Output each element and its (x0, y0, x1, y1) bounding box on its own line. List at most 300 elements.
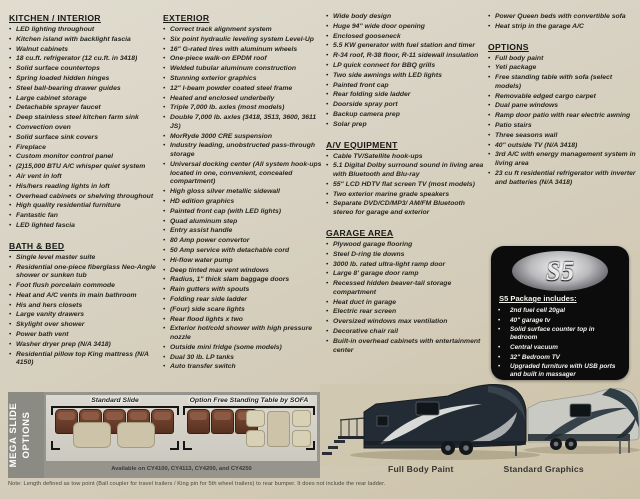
list-item (163, 75, 325, 84)
list-item (163, 354, 325, 363)
list-item (326, 42, 486, 51)
list-item-text: Ramp door patio with rear electric awning (495, 112, 631, 120)
bullet-icon: • (326, 61, 329, 69)
wall-corner-icon (313, 408, 315, 415)
list-item-text: 3000 lb. rated ultra-light ramp door (333, 260, 446, 268)
section-title-exterior: EXTERIOR (163, 13, 210, 23)
bullet-icon: • (488, 151, 491, 159)
bullet-icon: • (498, 343, 501, 351)
bullet-icon: • (9, 172, 12, 180)
bullet-icon: • (163, 84, 166, 92)
list-item-text: Industry leading, unobstructed pass-through storage (170, 142, 316, 159)
list-item-text: Solid surface counter top in bedroom (510, 326, 595, 342)
bullet-icon: • (326, 308, 329, 316)
list-item (9, 65, 159, 74)
list-item (498, 317, 622, 325)
caption-full-body-paint: Full Body Paint (388, 464, 454, 474)
list-item (163, 218, 325, 227)
list-item (9, 163, 159, 172)
list-item-text: Large cabinet storage (16, 94, 87, 102)
mega-slide-label-strip (8, 392, 44, 478)
list-item (163, 46, 325, 55)
list-item (326, 101, 486, 110)
list-item-text: Stunning exterior graphics (170, 74, 257, 82)
list-item-text: Power Queen beds with convertible sofa (495, 13, 626, 20)
list-item (488, 102, 637, 111)
bullet-icon: • (488, 131, 491, 139)
list-item-text: Two exterior marine grade speakers (333, 190, 450, 198)
column-options (488, 13, 637, 188)
list-item (9, 341, 159, 350)
bullet-icon: • (9, 202, 12, 210)
list-item-text: (2)15,000 BTU A/C whisper quiet system (16, 163, 146, 171)
list-item (488, 64, 637, 73)
bullet-icon: • (326, 270, 329, 278)
list-item-text: LED lighting throughout (16, 26, 95, 33)
column-kitchen-bath (9, 13, 159, 369)
list-item (9, 302, 159, 311)
list-item-text: One-piece walk-on EPDM roof (170, 55, 267, 63)
list-item-text: 2nd fuel cell 20gal (510, 307, 566, 314)
list-item (326, 33, 486, 42)
bullet-icon: • (488, 169, 491, 177)
list-item (488, 13, 637, 22)
list-item (9, 292, 159, 301)
wall-corner-icon (183, 408, 185, 415)
s5-package-badge (491, 246, 629, 380)
list-item-text: Patio stairs (495, 122, 532, 130)
bullet-icon: • (9, 55, 12, 63)
list-item (9, 75, 159, 84)
bullet-icon: • (326, 120, 329, 128)
list-item-text: Outside mini fridge (some models) (170, 343, 282, 351)
bullet-icon: • (9, 123, 12, 131)
list-item-text: Overhead cabinets or shelving throughout (16, 192, 154, 200)
bullet-icon: • (326, 110, 329, 118)
column-exterior (163, 13, 325, 373)
bullet-icon: • (9, 94, 12, 102)
list-item-text: Three seasons wall (495, 131, 558, 139)
list-item-text: Enclosed gooseneck (333, 32, 401, 40)
list-item-text: 80 Amp power convertor (170, 237, 250, 245)
list-item (326, 181, 486, 190)
list-item (163, 286, 325, 295)
list-item-text: Residential one-piece fiberglass Neo-Angle shower or sunken tub (16, 263, 156, 280)
list-item (9, 331, 159, 340)
list-item (326, 52, 486, 61)
list-item (326, 200, 486, 217)
free-standing-table-diagram (183, 397, 315, 450)
bullet-icon: • (326, 328, 329, 336)
list-item (326, 82, 486, 91)
list-item-text: Single level master suite (16, 253, 96, 261)
bullet-icon: • (326, 200, 329, 208)
list-item (9, 183, 159, 192)
list-item-text: High quality residential furniture (16, 202, 121, 210)
list-item (163, 257, 325, 266)
list-item-text: Air vent in loft (16, 172, 62, 180)
list-item (488, 93, 637, 102)
bullet-icon: • (488, 112, 491, 120)
standard-slide-title: Standard Slide (91, 397, 139, 404)
wall-corner-icon (177, 408, 179, 415)
list-item-text: Auto transfer switch (170, 363, 236, 371)
list-item-text: Removable edged cargo carpet (495, 92, 596, 100)
list-item (9, 222, 159, 231)
list-item (326, 91, 486, 100)
list-item (163, 363, 325, 372)
list-item (163, 296, 325, 305)
list-item (9, 351, 159, 368)
bullet-icon: • (9, 104, 12, 112)
list-item (9, 321, 159, 330)
list-item-text: (Four) side scare lights (170, 305, 245, 313)
bullet-icon: • (326, 162, 329, 170)
list-item (9, 153, 159, 162)
list-item-text: Spring loaded hidden hinges (16, 74, 110, 82)
list-item (326, 270, 486, 279)
chair (292, 430, 311, 447)
list-item-text: Full body paint (495, 54, 544, 62)
list-item-text: Six point hydraulic leveling system Level-Up (170, 35, 314, 43)
list-item (326, 299, 486, 308)
list-item-text: Solid surface countertops (16, 65, 100, 73)
list-item (9, 212, 159, 221)
list-item (163, 95, 325, 104)
bullet-icon: • (163, 188, 166, 196)
options-list (488, 55, 637, 188)
free-standing-floorplan (183, 406, 315, 450)
list-item (163, 208, 325, 217)
section-title-options: OPTIONS (488, 41, 529, 52)
list-item (498, 326, 622, 342)
list-item-text: Deep stainless steel kitchen farm sink (16, 114, 139, 122)
list-item (488, 132, 637, 141)
list-item (326, 308, 486, 317)
list-item-text: Upgraded furniture with USB ports and built in massager (510, 363, 616, 379)
bullet-icon: • (163, 114, 166, 122)
bullet-icon: • (9, 114, 12, 122)
list-item (9, 26, 159, 35)
list-item (326, 280, 486, 297)
list-item (163, 142, 325, 159)
list-item-text: Built-in overhead cabinets with entertainment center (333, 337, 481, 354)
list-item (326, 13, 486, 22)
bullet-icon: • (9, 212, 12, 220)
chair-column (246, 410, 265, 447)
bullet-icon: • (163, 246, 166, 254)
list-item (326, 62, 486, 71)
list-item-text: Decorative chair rail (333, 328, 398, 336)
list-item-text: Rear folding side ladder (333, 91, 411, 99)
list-item-text: Radius, 1" thick slam baggage doors (170, 276, 290, 284)
list-item-text: Large vanity drawers (16, 311, 84, 319)
list-item-text: 5.1 Digital Dolby surround sound in living area with Bluetooth and Blu-ray (333, 162, 484, 179)
sofa-seat (187, 409, 210, 434)
bullet-icon: • (163, 353, 166, 361)
exterior-continued-list (326, 13, 486, 129)
list-item-text: Free standing table with sofa (select models) (495, 74, 613, 90)
list-item-text: HD edition graphics (170, 197, 235, 205)
list-item-text: Wide body design (333, 13, 392, 20)
bullet-icon: • (163, 142, 166, 150)
bullet-icon: • (163, 55, 166, 63)
list-item-text: Recessed hidden beaver-tail storage compartment (333, 280, 452, 296)
list-item (326, 241, 486, 250)
bullet-icon: • (163, 266, 166, 274)
list-item-text: Rain gutters with spouts (170, 286, 250, 294)
wall-corner-icon (170, 441, 179, 450)
list-item (9, 134, 159, 143)
kitchen-interior-list (9, 26, 159, 231)
chair (246, 410, 265, 427)
list-item (498, 307, 622, 315)
free-standing-table-group (246, 410, 311, 447)
bullet-icon: • (9, 143, 12, 151)
list-item (9, 46, 159, 55)
bullet-icon: • (163, 197, 166, 205)
list-item (326, 338, 486, 355)
list-item (163, 325, 325, 342)
bullet-icon: • (9, 133, 12, 141)
bullet-icon: • (9, 321, 12, 329)
section-title-bath-bed: BATH & BED (9, 240, 65, 251)
section-title-kitchen-interior: KITCHEN / INTERIOR (9, 13, 101, 23)
bullet-icon: • (488, 74, 491, 82)
bullet-icon: • (9, 301, 12, 309)
list-item-text: 18 cu.ft. refrigerator (12 cu.ft. in 3418) (16, 55, 138, 63)
list-item (326, 162, 486, 179)
list-item (163, 306, 325, 315)
list-item (9, 173, 159, 182)
bullet-icon: • (9, 45, 12, 53)
sofa-seat (211, 409, 234, 434)
list-item (326, 191, 486, 200)
list-item (9, 95, 159, 104)
bullet-icon: • (9, 163, 12, 171)
list-item-text: High gloss silver metallic sidewall (170, 188, 280, 196)
footer-note: Note: Length defined as tow point (Ball coupler for travel trailers / King pin for 5th wheel trailers) to rear bumper. It does not include the rear ladder. (8, 481, 386, 487)
bullet-icon: • (163, 237, 166, 245)
bullet-icon: • (326, 71, 329, 79)
list-item (163, 55, 325, 64)
bullet-icon: • (163, 295, 166, 303)
list-item-text: 40" garage tv (510, 316, 551, 324)
chair (292, 410, 311, 427)
list-item (163, 133, 325, 142)
list-item (163, 237, 325, 246)
list-item-text: 12" I-beam powder coated steel frame (170, 84, 293, 92)
list-item-text: Painted front cap (with LED lights) (170, 207, 282, 215)
list-item-text: Painted front cap (333, 81, 389, 89)
list-item-text: Entry assist handle (170, 227, 233, 235)
list-item-text: Solid surface sink covers (16, 133, 98, 141)
list-item (163, 65, 325, 74)
bullet-icon: • (488, 13, 491, 20)
bullet-icon: • (163, 276, 166, 284)
list-item-text: Cable TV/Satellite hook-ups (333, 152, 423, 160)
list-item-text: Rear flood lights x two (170, 315, 243, 323)
list-item (9, 114, 159, 123)
bullet-icon: • (9, 65, 12, 73)
bullet-icon: • (488, 92, 491, 100)
list-item-text: R-34 roof, R-38 floor, R-11 sidewall insulation (333, 52, 479, 60)
bullet-icon: • (9, 253, 12, 261)
bullet-icon: • (163, 315, 166, 323)
mega-slide-label: MEGA SLIDE OPTIONS (8, 402, 32, 468)
list-item (163, 188, 325, 197)
mega-slide-options-panel (8, 392, 320, 478)
list-item (9, 311, 159, 320)
list-item (163, 227, 325, 236)
bullet-icon: • (9, 331, 12, 339)
list-item-text: Fireplace (16, 143, 46, 151)
section-title-garage-area: GARAGE AREA (326, 227, 394, 238)
list-item (326, 251, 486, 260)
list-item-text: Huge 94" wide door opening (333, 22, 425, 30)
list-item (326, 153, 486, 162)
list-item (163, 85, 325, 94)
list-item-text: Residential pillow top King mattress (N/A 4150) (16, 350, 149, 367)
bullet-icon: • (326, 52, 329, 60)
bullet-icon: • (488, 22, 491, 30)
list-item-text: LED lighted fascia (16, 221, 75, 229)
bullet-icon: • (326, 240, 329, 248)
bullet-icon: • (9, 153, 12, 161)
bullet-icon: • (163, 104, 166, 112)
list-item (488, 74, 637, 91)
bullet-icon: • (163, 305, 166, 313)
bullet-icon: • (163, 132, 166, 140)
garage-continued-list (488, 13, 637, 32)
list-item-text: Heat duct in garage (333, 298, 397, 306)
availability-note: Available on CY4100, CY4113, CY4200, and CY4250 (111, 466, 252, 472)
bullet-icon: • (9, 350, 12, 358)
bath-bed-list (9, 254, 159, 368)
exterior-list (163, 26, 325, 372)
list-item-text: Electric rear screen (333, 308, 397, 316)
bullet-icon: • (163, 286, 166, 294)
bullet-icon: • (326, 22, 329, 30)
bullet-icon: • (9, 182, 12, 190)
list-item (326, 23, 486, 32)
list-item-text: Central vacuum (510, 343, 558, 351)
bullet-icon: • (9, 291, 12, 299)
list-item (488, 23, 637, 32)
list-item (326, 111, 486, 120)
list-item (326, 318, 486, 327)
list-item-text: Kitchen island with backlight fascia (16, 35, 131, 43)
standard-slide-diagram (51, 397, 179, 450)
table (73, 422, 111, 448)
av-equipment-list (326, 153, 486, 218)
list-item-text: Heat and A/C vents in main bathroom (16, 291, 137, 299)
bullet-icon: • (9, 84, 12, 92)
list-item (9, 264, 159, 281)
bullet-icon: • (326, 318, 329, 326)
list-item (163, 161, 325, 187)
bullet-icon: • (9, 311, 12, 319)
list-item (163, 247, 325, 256)
list-item (9, 144, 159, 153)
list-item (9, 282, 159, 291)
list-item-text: Oversized windows max ventilation (333, 318, 448, 326)
list-item-text: Solar prep (333, 120, 367, 128)
list-item (9, 104, 159, 113)
list-item-text: Hi-flow water pump (170, 256, 233, 264)
s5-logo-icon: S5 (512, 251, 608, 291)
list-item (488, 151, 637, 168)
bullet-icon: • (326, 32, 329, 40)
bullet-icon: • (9, 221, 12, 229)
bullet-icon: • (326, 180, 329, 188)
list-item (488, 55, 637, 64)
list-item (488, 112, 637, 121)
bullet-icon: • (326, 260, 329, 268)
list-item-text: Dual 30 lb. LP tanks (170, 353, 234, 361)
list-item (326, 261, 486, 270)
bullet-icon: • (163, 217, 166, 225)
bullet-icon: • (326, 337, 329, 345)
bullet-icon: • (326, 152, 329, 160)
bullet-icon: • (163, 45, 166, 53)
bullet-icon: • (9, 26, 12, 33)
column-exterior-cont-av-garage (326, 13, 486, 356)
list-item (9, 55, 159, 64)
list-item-text: Detachable sprayer faucet (16, 104, 101, 112)
list-item (163, 316, 325, 325)
list-item (9, 202, 159, 211)
bullet-icon: • (498, 363, 501, 371)
standard-slide-floorplan (51, 406, 179, 450)
list-item (9, 36, 159, 45)
list-item (9, 193, 159, 202)
list-item (488, 122, 637, 131)
bullet-icon: • (326, 13, 329, 20)
bullet-icon: • (498, 326, 501, 334)
list-item (9, 254, 159, 263)
bullet-icon: • (163, 160, 166, 168)
list-item-text: Doorside spray port (333, 101, 398, 109)
list-item (326, 72, 486, 81)
bullet-icon: • (326, 280, 329, 288)
list-item-text: Quad aluminum step (170, 217, 238, 225)
list-item (163, 36, 325, 45)
list-item-text: Backup camera prep (333, 110, 400, 118)
list-item-text: Washer dryer prep (N/A 3418) (16, 340, 111, 348)
list-item-text: Double 7,000 lb. axles (3418, 3513, 3600, 3611 JS) (170, 114, 317, 130)
list-item (163, 267, 325, 276)
list-item (163, 26, 325, 35)
bullet-icon: • (326, 190, 329, 198)
list-item (326, 121, 486, 130)
bullet-icon: • (488, 64, 491, 72)
bullet-icon: • (163, 343, 166, 351)
list-item (9, 85, 159, 94)
list-item-text: 50 Amp service with detachable cord (170, 246, 290, 254)
list-item (163, 276, 325, 285)
list-item-text: Foot flush porcelain commode (16, 282, 115, 290)
list-item-text: 5.5 KW generator with fuel station and timer (333, 42, 475, 50)
list-item-text: Large 8' garage door ramp (333, 270, 419, 278)
bullet-icon: • (163, 227, 166, 235)
list-item-text: Deep tinted max vent windows (170, 266, 269, 274)
list-item-text: Skylight over shower (16, 321, 85, 329)
bullet-icon: • (163, 35, 166, 43)
list-item (498, 344, 622, 352)
caption-standard-graphics: Standard Graphics (503, 464, 584, 474)
bullet-icon: • (326, 250, 329, 258)
